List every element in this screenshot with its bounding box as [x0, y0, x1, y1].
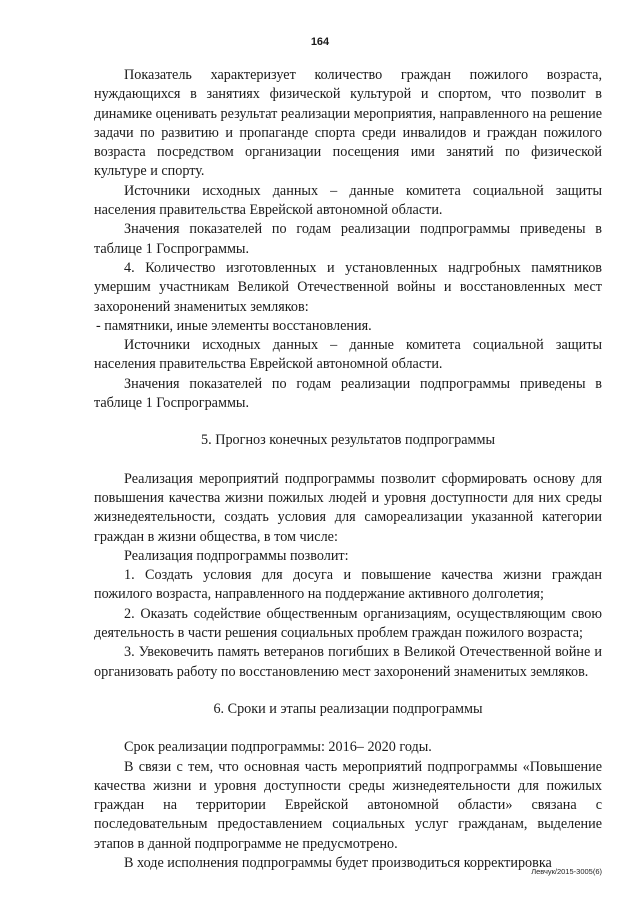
- paragraph-s5-allows: Реализация подпрограммы позволит:: [124, 547, 349, 564]
- paragraph-monuments-item: - памятники, иные элементы восстановления.: [96, 317, 372, 334]
- paragraph-s5-item-3: 3. Увековечить память ветеранов погибших в Великой Отечественной войне и организовать работу по восстановлению мест захоронений знаменитых земляков.: [94, 644, 602, 680]
- section-5-heading: 5. Прогноз конечных результатов подпрограммы: [201, 432, 495, 449]
- paragraph-s5-item-1: 1. Создать условия для досуга и повышение качества жизни граждан пожилого возраста, направленного на поддержание активного долголетия;: [94, 567, 602, 603]
- section-6-heading: 6. Сроки и этапы реализации подпрограммы: [213, 700, 483, 717]
- paragraph-indicator-4: 4. Количество изготовленных и установленных надгробных памятников умершим участникам Великой Отечественной войны и восстановленных мест захоронений знаменитых земляков:: [94, 259, 602, 315]
- paragraph-indicator-description: Показатель характеризует количество граждан пожилого возраста, нуждающихся в занятиях физической культурой и спортом, что позволит в динамике оценивать результат реализации мероприятия, направленного на решение задачи по развитию и пропаганде спорта среди инвалидов и граждан пожилого возраста посредством организации посещения ими занятий по физической культуре и спорту.: [94, 67, 602, 180]
- paragraph-indicator-values: Значения показателей по годам реализации подпрограммы приведены в таблице 1 Госпрограммы.: [94, 221, 602, 257]
- paragraph-indicator-values-2: Значения показателей по годам реализации подпрограммы приведены в таблице 1 Госпрограммы.: [94, 375, 602, 412]
- footer-document-code: Левчук/2015-3005(6): [531, 867, 602, 876]
- paragraph-s5-intro: Реализация мероприятий подпрограммы позволит сформировать основу для повышения качества жизни пожилых людей и уровня доступности для них среды жизнедеятельности, создать условия для самореализации указанной категории граждан в жизни общества, в том числе:: [94, 470, 602, 545]
- paragraph-s5-item-2: 2. Оказать содействие общественным организациям, осуществляющим свою деятельность в части решения социальных проблем граждан пожилого возраста;: [94, 605, 602, 642]
- paragraph-s6-stages: В связи с тем, что основная часть мероприятий подпрограммы «Повышение качества жизни и уровня доступности среды жизнедеятельности для пожилых граждан на территории Еврейской автономной области» связана с последовательным предоставлением социальных услуг гражданам, выделение этапов в данной подпрограмме не предусмотрено.: [94, 758, 602, 852]
- document-body: [94, 66, 602, 873]
- paragraph-data-sources: Источники исходных данных – данные комитета социальной защиты населения правительства Еврейской автономной области.: [94, 182, 602, 219]
- paragraph-s6-correction: В ходе исполнения подпрограммы будет производиться корректировка: [124, 854, 552, 871]
- paragraph-data-sources-2: Источники исходных данных – данные комитета социальной защиты населения правительства Еврейской автономной области.: [94, 337, 602, 373]
- page-number: 164: [310, 36, 330, 48]
- paragraph-s6-term: Срок реализации подпрограммы: 2016– 2020 годы.: [124, 739, 432, 756]
